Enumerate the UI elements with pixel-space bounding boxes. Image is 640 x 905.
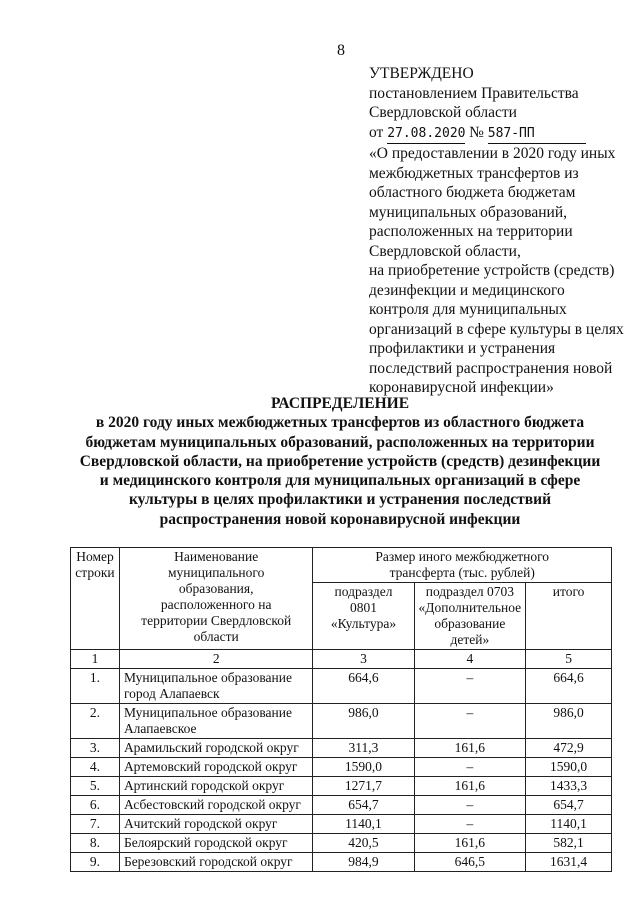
approval-subject-line: областного бюджета бюджетам [369, 184, 576, 201]
table-row [71, 669, 612, 704]
municipality-name: Ачитский городской округ [119, 815, 313, 834]
column-number-row [71, 650, 612, 669]
page-number: 8 [337, 42, 345, 59]
total-amount: 582,1 [526, 834, 612, 853]
table-row [71, 853, 612, 872]
culture-amount: 311,3 [313, 739, 414, 758]
culture-amount: 1590,0 [313, 758, 414, 777]
row-number: 1. [71, 669, 120, 704]
header-col4: подраздел 0703 «Дополнительное образование детей» [414, 583, 526, 650]
culture-amount: 420,5 [313, 834, 414, 853]
table-row [71, 796, 612, 815]
table-row [71, 834, 612, 853]
approval-subject-line: дезинфекции и медицинского [369, 281, 565, 299]
number-prefix: № [469, 123, 484, 141]
approval-subject-line: последствий распространения новой [369, 359, 613, 377]
education-amount: – [414, 815, 526, 834]
approval-heading: УТВЕРЖДЕНО [369, 65, 474, 82]
row-number: 2. [71, 704, 120, 739]
municipality-name: Муниципальное образование Алапаевское [119, 704, 313, 739]
education-amount: – [414, 704, 526, 739]
title-line: культуры в целях профилактики и устранения последствий [128, 491, 552, 509]
approval-subject-line: на приобретение устройств (средств) [369, 262, 615, 279]
title-line: Свердловской области, на приобретение устройств (средств) дезинфекции [79, 452, 601, 470]
date-prefix: от [369, 123, 384, 141]
row-number: 3. [71, 739, 120, 758]
approval-number: 587-ПП [488, 124, 586, 145]
total-amount: 1433,3 [526, 777, 612, 796]
column-number: 4 [414, 650, 526, 669]
municipality-name: Белоярский городской округ [119, 834, 313, 853]
education-amount: – [414, 669, 526, 704]
column-number: 2 [119, 650, 313, 669]
approval-subject-line: организаций в сфере культуры в целях [369, 320, 624, 338]
approval-subject [369, 144, 639, 398]
total-amount: 1140,1 [526, 815, 612, 834]
municipality-name: Асбестовский городской округ [119, 796, 313, 815]
approval-date: 27.08.2020 [387, 124, 465, 145]
approval-subject-line: межбюджетных трансфертов из [369, 164, 579, 182]
municipality-name: Муниципальное образование город Алапаевск [119, 669, 313, 704]
approval-line: Свердловской области [369, 104, 517, 121]
approval-subject-line: контроля для муниципальных [369, 301, 567, 318]
header-name: Наименование муниципального образования, расположенного на территории Свердловской области [119, 548, 313, 650]
header-col3: подраздел 0801 «Культура» [313, 583, 414, 650]
header-col5: итого [526, 583, 612, 650]
municipality-name: Березовский городской округ [119, 853, 313, 872]
column-number: 3 [313, 650, 414, 669]
header-transfer-size: Размер иного межбюджетного трансферта (тыс. рублей) [313, 548, 612, 583]
approval-subject-line: коронавирусной инфекции» [369, 379, 554, 396]
table-row [71, 815, 612, 834]
row-number: 9. [71, 853, 120, 872]
total-amount: 654,7 [526, 796, 612, 815]
header-number: Номер строки [71, 548, 120, 650]
total-amount: 472,9 [526, 739, 612, 758]
municipality-name: Артинский городской округ [119, 777, 313, 796]
education-amount: 161,6 [414, 777, 526, 796]
education-amount: – [414, 758, 526, 777]
row-number: 4. [71, 758, 120, 777]
education-amount: 161,6 [414, 739, 526, 758]
table-row [71, 758, 612, 777]
total-amount: 664,6 [526, 669, 612, 704]
row-number: 7. [71, 815, 120, 834]
table-row [71, 777, 612, 796]
approval-subject-line: Свердловской области, [369, 242, 521, 260]
row-number: 8. [71, 834, 120, 853]
culture-amount: 1271,7 [313, 777, 414, 796]
title-heading: РАСПРЕДЕЛЕНИЕ [270, 395, 410, 412]
approval-subject-line: муниципальных образований, [369, 203, 567, 221]
culture-amount: 654,7 [313, 796, 414, 815]
education-amount: 646,5 [414, 853, 526, 872]
total-amount: 1631,4 [526, 853, 612, 872]
approval-subject-line: расположенных на территории [369, 223, 573, 240]
title-line: в 2020 году иных межбюджетных трансфертов из областного бюджета [95, 414, 585, 432]
culture-amount: 986,0 [313, 704, 414, 739]
culture-amount: 984,9 [313, 853, 414, 872]
education-amount: – [414, 796, 526, 815]
municipality-name: Артемовский городской округ [119, 758, 313, 777]
culture-amount: 664,6 [313, 669, 414, 704]
culture-amount: 1140,1 [313, 815, 414, 834]
total-amount: 1590,0 [526, 758, 612, 777]
row-number: 6. [71, 796, 120, 815]
approval-block [369, 64, 639, 398]
column-number: 1 [71, 650, 120, 669]
education-amount: 161,6 [414, 834, 526, 853]
table-row [71, 739, 612, 758]
table-row [71, 704, 612, 739]
title-line: распространения новой коронавирусной инфекции [159, 510, 521, 528]
column-number: 5 [526, 650, 612, 669]
approval-subject-line: «О предоставлении в 2020 году иных [369, 145, 616, 162]
distribution-table [70, 547, 612, 872]
title-line: бюджетам муниципальных образований, расположенных на территории [85, 433, 595, 451]
municipality-name: Арамильский городской округ [119, 739, 313, 758]
total-amount: 986,0 [526, 704, 612, 739]
row-number: 5. [71, 777, 120, 796]
approval-subject-line: профилактики и устранения [369, 340, 556, 357]
title-line: и медицинского контроля для муниципальных организаций в сфере [99, 472, 581, 490]
approval-line: постановлением Правительства [369, 84, 579, 102]
document-title [60, 394, 620, 529]
approval-date-line [369, 123, 639, 145]
